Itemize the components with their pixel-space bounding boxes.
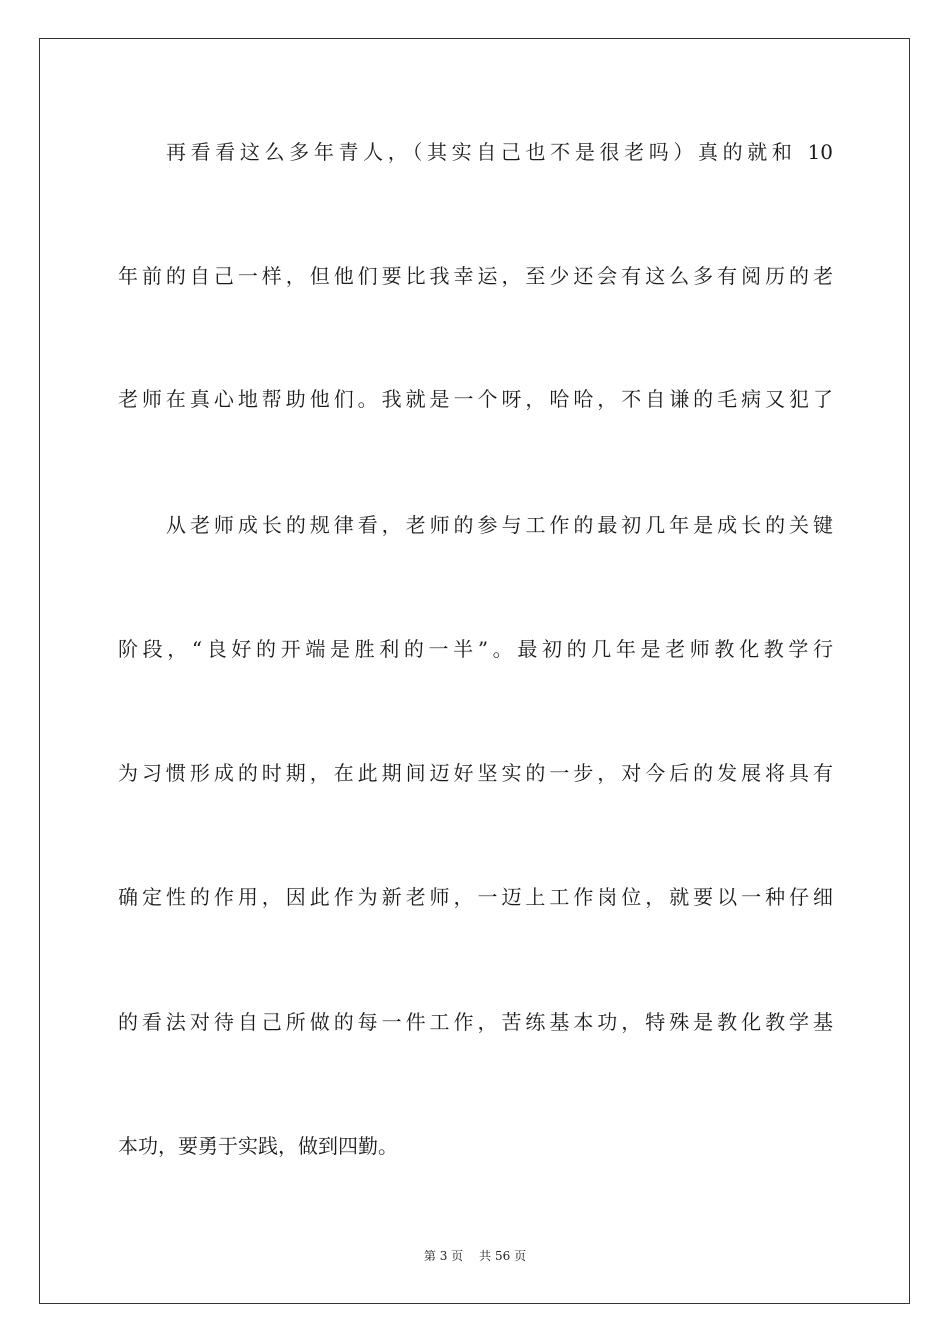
paragraph-1-line-2: 年前的自己一样，但他们要比我幸运，至少还会有这么多有阅历的老	[118, 264, 833, 288]
paragraph-2-line-3: 为习惯形成的时期，在此期间迈好坚实的一步，对今后的发展将具有	[118, 761, 833, 785]
paragraph-2-line-5: 的看法对待自己所做的每一件工作，苦练基本功，特殊是教化教学基	[118, 1010, 833, 1034]
page-border	[39, 38, 910, 1304]
page-number: 第 3 页	[423, 1249, 464, 1263]
paragraph-1-line-1: 再看看这么多年青人，（其实自己也不是很老吗）真的就和 10	[166, 140, 833, 164]
paragraph-2-line-1: 从老师成长的规律看，老师的参与工作的最初几年是成长的关键	[166, 513, 833, 537]
page-footer	[0, 1248, 950, 1264]
page-total: 共 56 页	[479, 1249, 527, 1263]
paragraph-2-line-6: 本功，要勇于实践，做到四勤。	[118, 1134, 398, 1158]
paragraph-1-line-3: 老师在真心地帮助他们。我就是一个呀，哈哈，不自谦的毛病又犯了	[118, 387, 833, 411]
paragraph-2-line-4: 确定性的作用，因此作为新老师，一迈上工作岗位，就要以一种仔细	[118, 885, 833, 909]
paragraph-2-line-2: 阶段，“良好的开端是胜利的一半”。最初的几年是老师教化教学行	[118, 637, 833, 661]
